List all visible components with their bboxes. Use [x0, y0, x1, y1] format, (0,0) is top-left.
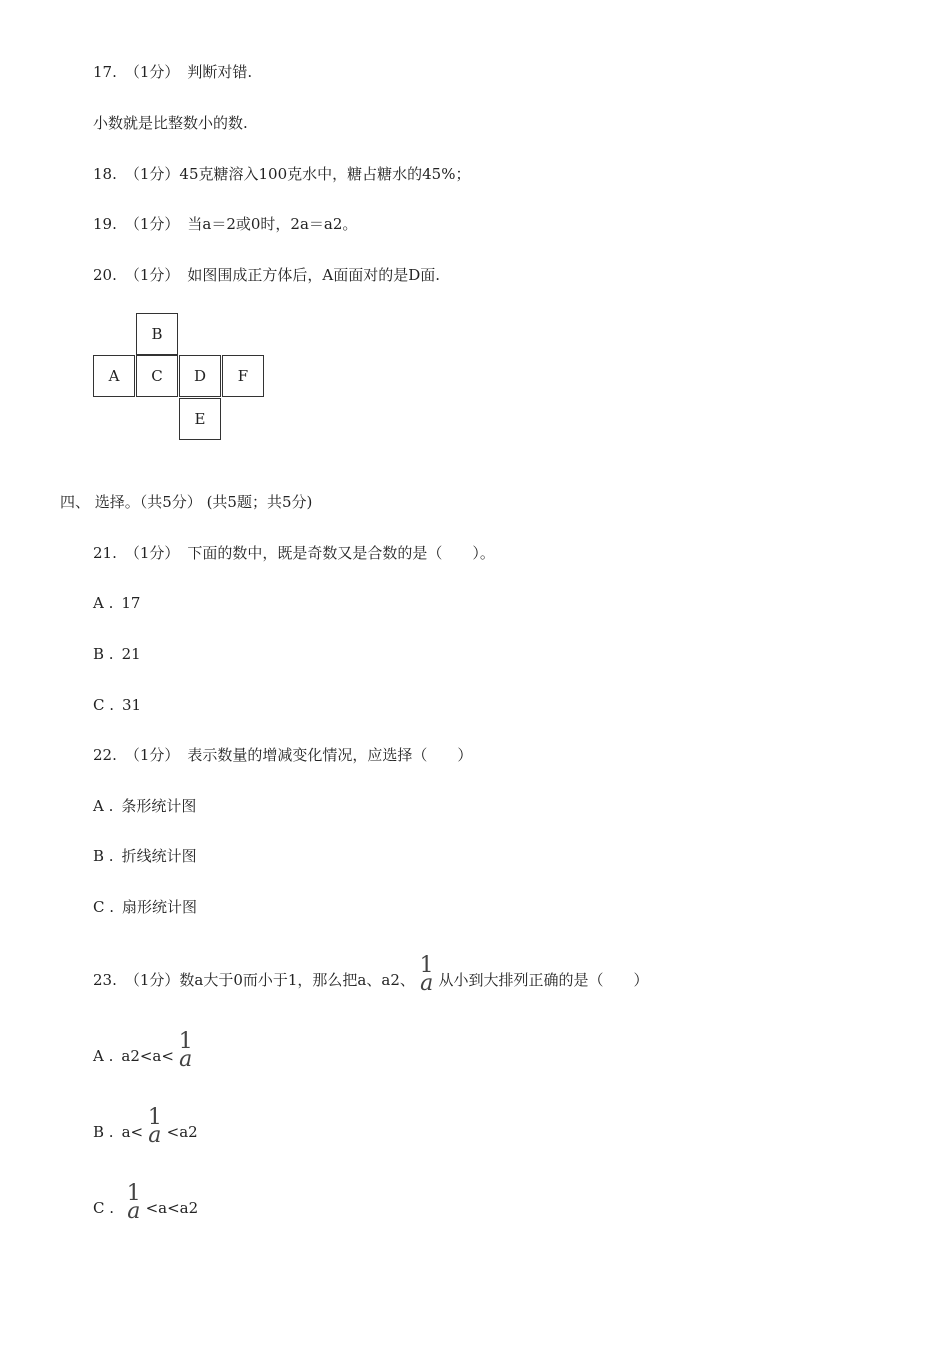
- question-score: （1分）: [124, 165, 180, 183]
- option-a[interactable]: [93, 593, 140, 613]
- option-label: A .: [93, 594, 114, 612]
- net-face-f: F: [222, 355, 264, 397]
- option-label: C .: [93, 696, 115, 714]
- question-text: 表示数量的增减变化情况，应选择（ ）: [187, 746, 473, 764]
- option-label: C .: [93, 898, 115, 916]
- net-face-d: D: [179, 355, 221, 397]
- net-face-b: B: [136, 313, 178, 355]
- question-score: （1分）: [124, 215, 180, 233]
- option-label: A .: [93, 1047, 114, 1065]
- option-text: 31: [122, 696, 142, 714]
- fraction-one-over-a: 1 a: [126, 1181, 141, 1224]
- question-score: （1分）: [124, 971, 180, 989]
- question-number: 19.: [93, 215, 117, 233]
- net-face-c: C: [136, 355, 178, 397]
- option-a[interactable]: [93, 1029, 193, 1077]
- option-label: B .: [93, 645, 114, 663]
- fraction-one-over-a: 1 a: [419, 953, 434, 996]
- option-text: 扇形统计图: [122, 898, 198, 916]
- question-17-statement: 小数就是比整数小的数.: [93, 114, 248, 132]
- question-20: [93, 265, 440, 285]
- fraction-one-over-a: 1 a: [178, 1029, 193, 1072]
- option-b[interactable]: [93, 644, 141, 664]
- question-text-before: 数a大于0而小于1，那么把a、a2、: [179, 971, 415, 989]
- option-c[interactable]: [93, 695, 141, 715]
- section-4-title: 四、 选择。（共5分） (共5题；共5分): [60, 493, 313, 511]
- option-label: B .: [93, 847, 114, 865]
- question-number: 20.: [93, 266, 117, 284]
- option-b[interactable]: [93, 846, 197, 866]
- question-score: （1分）: [124, 746, 180, 764]
- question-19: [93, 214, 357, 234]
- question-score: （1分）: [124, 544, 180, 562]
- option-a[interactable]: [93, 796, 196, 816]
- option-text: 21: [121, 645, 141, 663]
- question-number: 23.: [93, 971, 117, 989]
- option-b[interactable]: [93, 1105, 198, 1153]
- option-text-after: <a2: [166, 1123, 198, 1141]
- cube-net-figure: [93, 313, 267, 443]
- option-text: 折线统计图: [121, 847, 197, 865]
- question-21: [93, 543, 495, 563]
- fraction-one-over-a: 1 a: [147, 1105, 162, 1148]
- question-score: （1分）: [124, 63, 180, 81]
- net-face-e: E: [179, 398, 221, 440]
- question-text: 当a＝2或0时，2a＝a2。: [187, 215, 358, 233]
- net-face-a: A: [93, 355, 135, 397]
- question-number: 17.: [93, 63, 117, 81]
- question-18: [93, 164, 470, 184]
- option-text: 条形统计图: [121, 797, 197, 815]
- question-number: 18.: [93, 165, 117, 183]
- question-number: 21.: [93, 544, 117, 562]
- question-text: 下面的数中，既是奇数又是合数的是（ ）。: [187, 544, 495, 562]
- question-22: [93, 745, 472, 765]
- option-label: B .: [93, 1123, 114, 1141]
- question-text-after: 从小到大排列正确的是（ ）: [438, 971, 649, 989]
- option-text: 17: [121, 594, 141, 612]
- question-text: 判断对错.: [187, 63, 253, 81]
- question-number: 22.: [93, 746, 117, 764]
- option-c[interactable]: [93, 897, 197, 917]
- option-label: C .: [93, 1199, 115, 1217]
- option-label: A .: [93, 797, 114, 815]
- option-text-before: a2<a<: [121, 1047, 174, 1065]
- option-text-after: <a<a2: [145, 1199, 199, 1217]
- question-text: 45克糖溶入100克水中，糖占糖水的45%；: [179, 165, 471, 183]
- option-text-before: a<: [121, 1123, 144, 1141]
- question-23: [93, 953, 649, 1001]
- question-17: [93, 62, 252, 82]
- option-c[interactable]: [93, 1181, 199, 1229]
- question-text: 如图围成正方体后，A面面对的是D面.: [187, 266, 441, 284]
- question-score: （1分）: [124, 266, 180, 284]
